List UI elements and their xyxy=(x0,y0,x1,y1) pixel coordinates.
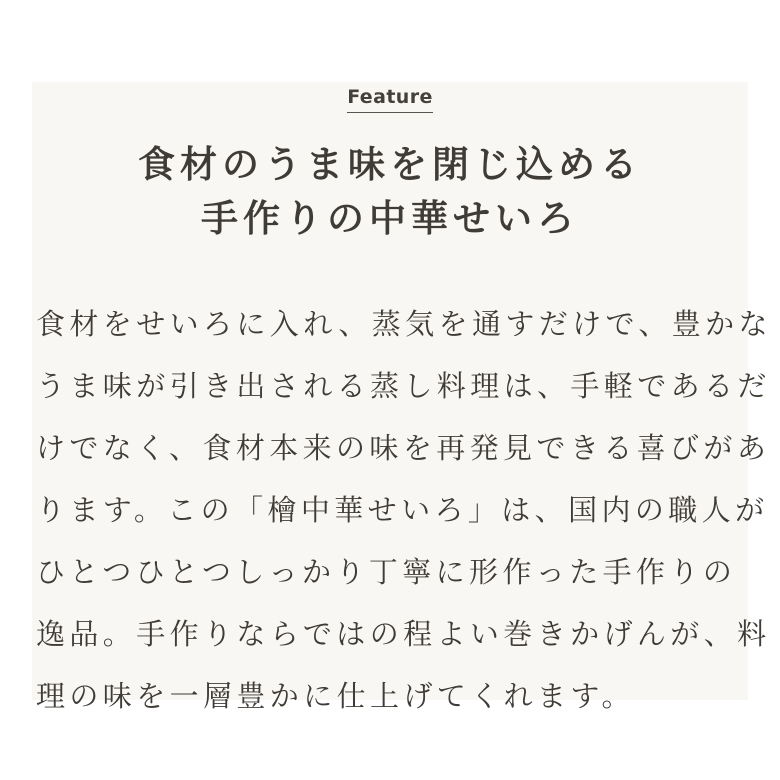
description-line-2: うま味が引き出される蒸し料理は、手軽であるだ xyxy=(36,369,771,403)
feature-heading xyxy=(0,138,780,246)
description-line-3: けでなく、食材本来の味を再発見できる喜びがあ xyxy=(36,431,771,465)
description-line-5: ひとつひとつしっかり丁寧に形作った手作りの xyxy=(36,555,737,589)
description-line-7: 理の味を一層豊かに仕上げてくれます。 xyxy=(36,679,635,713)
description-line-6: 逸品。手作りならではの程よい巻きかげんが、料 xyxy=(36,617,771,651)
feature-description xyxy=(36,293,772,727)
eyebrow-container xyxy=(0,86,780,113)
heading-line-1: 食材のうま味を閉じ込める xyxy=(138,143,642,186)
description-line-1: 食材をせいろに入れ、蒸気を通すだけで、豊かな xyxy=(36,307,772,341)
description-line-4: ります。この「檜中華せいろ」は、国内の職人が xyxy=(36,493,769,527)
feature-eyebrow-label: Feature xyxy=(347,86,433,113)
heading-line-2: 手作りの中華せいろ xyxy=(201,197,579,240)
